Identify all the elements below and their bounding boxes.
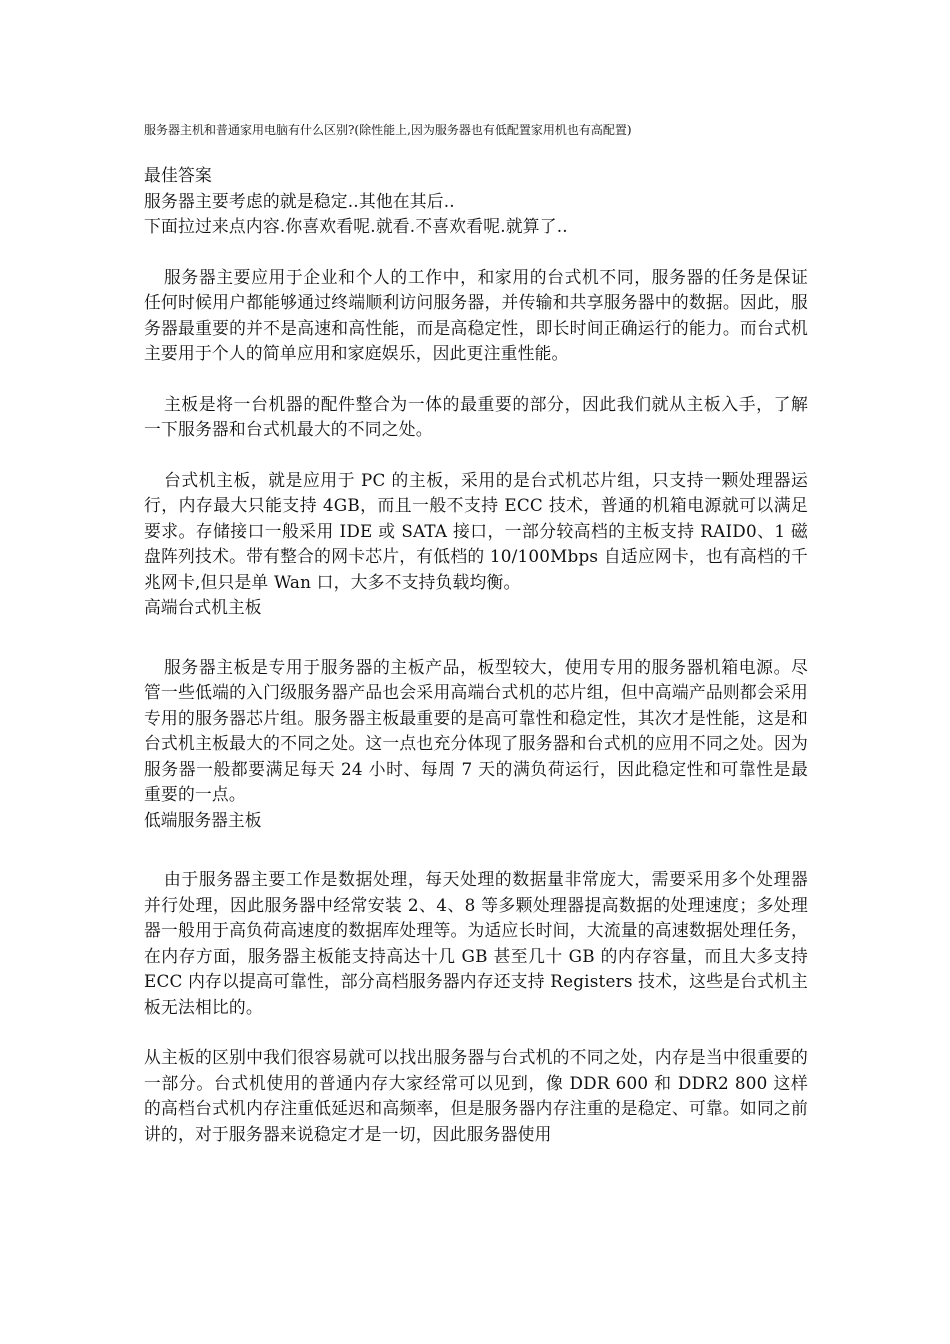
best-answer-label: 最佳答案 bbox=[144, 165, 212, 185]
paragraph-memory: 从主板的区别中我们很容易就可以找出服务器与台式机的不同之处，内存是当中很重要的一部分。台式机使用的普通内存大家经常可以见到，像 DDR 600 和 DDR2 800 这样的高档台式机内存注重低延迟和高频率，但是服务器内存注重的是稳定、可靠。如同之前讲的，对于服务器来说稳定才是一切，因此服务器使用 bbox=[144, 1047, 808, 1144]
document-page bbox=[144, 122, 808, 1147]
intro-line-1: 服务器主要考虑的就是稳定..其他在其后.. bbox=[144, 190, 455, 211]
document-title: 服务器主机和普通家用电脑有什么区别?(除性能上,因为服务器也有低配置家用机也有高配置) bbox=[144, 123, 632, 137]
intro-line-2: 下面拉过来点内容.你喜欢看呢.就看.不喜欢看呢.就算了.. bbox=[144, 216, 568, 236]
paragraph-server-purpose: 服务器主要应用于企业和个人的工作中，和家用的台式机不同，服务器的任务是保证任何时候用户都能够通过终端顺利访问服务器，并传输和共享服务器中的数据。因此，服务器最重要的并不是高速和高性能，而是高稳定性，即长时间正确运行的能力。而台式机主要用于个人的简单应用和家庭娱乐，因此更注重性能。 bbox=[144, 266, 808, 363]
paragraph-motherboard-intro: 主板是将一台机器的配件整合为一体的最重要的部分，因此我们就从主板入手，了解一下服务器和台式机最大的不同之处。 bbox=[144, 393, 808, 439]
paragraph-multi-processor: 由于服务器主要工作是数据处理，每天处理的数据量非常庞大，需要采用多个处理器并行处理，因此服务器中经常安装 2、4、8 等多颗处理器提高数据的处理速度；多处理器一般用于高负荷高速度的数据库处理等。为适应长时间，大流量的高速数据处理任务，在内存方面，服务器主板能支持高达十几 GB 甚至几十 GB 的内存容量，而且大多支持 ECC 内存以提高可靠性，部分高档服务器内存还支持 Registers 技术，这些是台式机主板无法相比的。 bbox=[144, 869, 808, 1017]
heading-low-end-server-board: 低端服务器主板 bbox=[144, 809, 262, 830]
heading-high-end-desktop-board: 高端台式机主板 bbox=[144, 597, 262, 617]
paragraph-server-board: 服务器主板是专用于服务器的主板产品，板型较大，使用专用的服务器机箱电源。尽管一些低端的入门级服务器产品也会采用高端台式机的芯片组，但中高端产品则都会采用专用的服务器芯片组。服务器主板最重要的是高可靠性和稳定性，其次才是性能，这是和台式机主板最大的不同之处。这一点也充分体现了服务器和台式机的应用不同之处。因为服务器一般都要满足每天 24 小时、每周 7 天的满负荷运行，因此稳定性和可靠性是最重要的一点。 bbox=[144, 656, 808, 804]
paragraph-desktop-board: 台式机主板，就是应用于 PC 的主板，采用的是台式机芯片组，只支持一颗处理器运行，内存最大只能支持 4GB，而且一般不支持 ECC 技术，普通的机箱电源就可以满足要求。存储接口一般采用 IDE 或 SATA 接口，一部分较高档的主板支持 RAID0、1 磁盘阵列技术。带有整合的网卡芯片，有低档的 10/100Mbps 自适应网卡，也有高档的千兆网卡,但只是单 Wan 口，大多不支持负载均衡。 bbox=[144, 469, 808, 592]
